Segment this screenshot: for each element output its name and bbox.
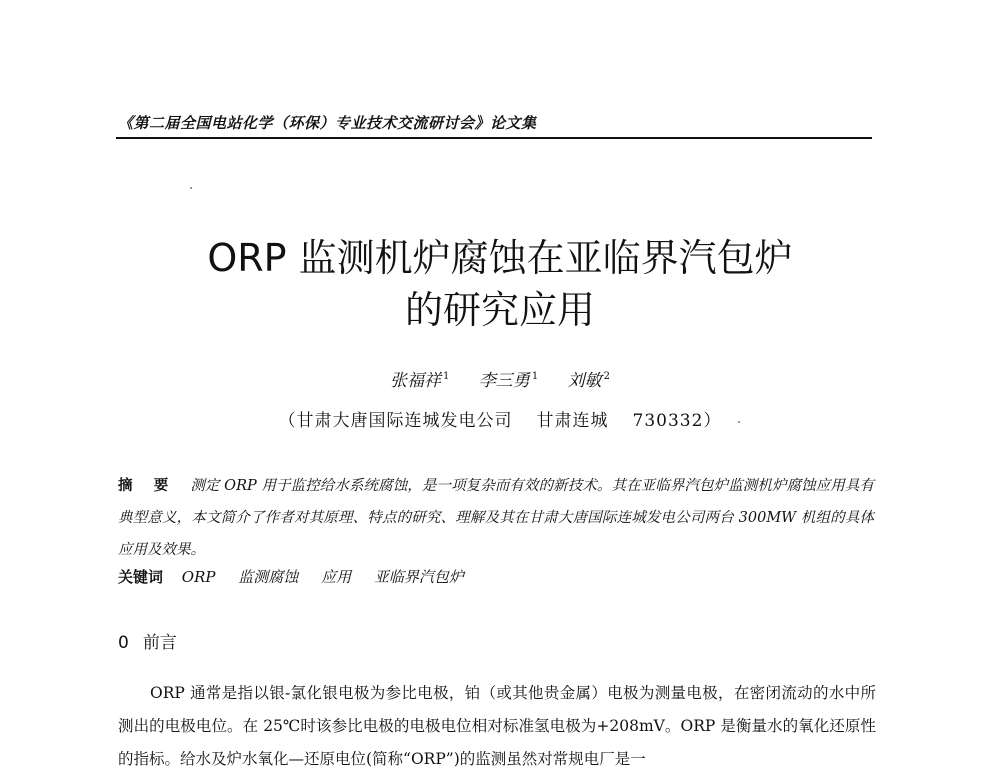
author-affil-mark: 1: [443, 371, 450, 383]
keywords-label: 关键词: [118, 568, 164, 586]
keyword: ORP: [181, 568, 216, 586]
section-title: 前言: [142, 633, 177, 653]
scan-speck: [738, 421, 740, 423]
section-number: 0: [118, 633, 129, 653]
affiliation-org: （甘肃大唐国际连城发电公司: [278, 411, 513, 431]
author: [568, 371, 610, 391]
author-name: 李三勇: [478, 371, 530, 391]
author-affil-mark: 2: [603, 371, 610, 383]
abstract-label: 摘 要: [118, 477, 177, 494]
affiliation-place: 甘肃连城: [536, 411, 609, 431]
keywords: [118, 566, 874, 587]
header-rule: [116, 137, 872, 139]
abstract: [118, 470, 874, 566]
paper-title-line-2: 的研究应用: [404, 288, 595, 333]
affiliation: [100, 406, 900, 431]
author-list: [100, 366, 900, 391]
author-affil-mark: 1: [531, 371, 539, 383]
author: [479, 371, 538, 391]
author: [390, 371, 449, 391]
running-header: 《第二届全国电站化学（环保）专业技术交流研讨会》论文集: [118, 114, 537, 132]
section-heading: [118, 628, 177, 653]
abstract-text: 测定 ORP 用于监控给水系统腐蚀，是一项复杂而有效的新技术。其在亚临界汽包炉监测机炉腐蚀应用具有典型意义，本文简介了作者对其原理、特点的研究、理解及其在甘肃大唐国际连城发电公司两台 300MW 机组的具体应用及效果。: [118, 478, 874, 558]
body-paragraph: ORP 通常是指以银-氯化银电极为参比电极，铂（或其他贵金属）电极为测量电极，在密闭流动的水中所测出的电极电位。在 25℃时该参比电极的电极电位相对标准氢电极为+208mV。ORP 是衡量水的氧化还原性的指标。给水及炉水氧化—还原电位(简称“ORP”)的监测虽然对常规电厂是一: [118, 684, 876, 768]
paper-title: [100, 232, 900, 337]
author-name: 刘敏: [567, 371, 602, 391]
affiliation-postcode: 730332）: [632, 411, 722, 431]
keyword: 应用: [321, 568, 352, 586]
author-name: 张福祥: [390, 371, 442, 391]
keyword: 监测腐蚀: [238, 568, 299, 586]
keyword: 亚临界汽包炉: [373, 568, 464, 586]
scan-speck: [190, 187, 192, 189]
paper-title-line-1: ORP 监测机炉腐蚀在亚临界汽包炉: [207, 236, 793, 280]
